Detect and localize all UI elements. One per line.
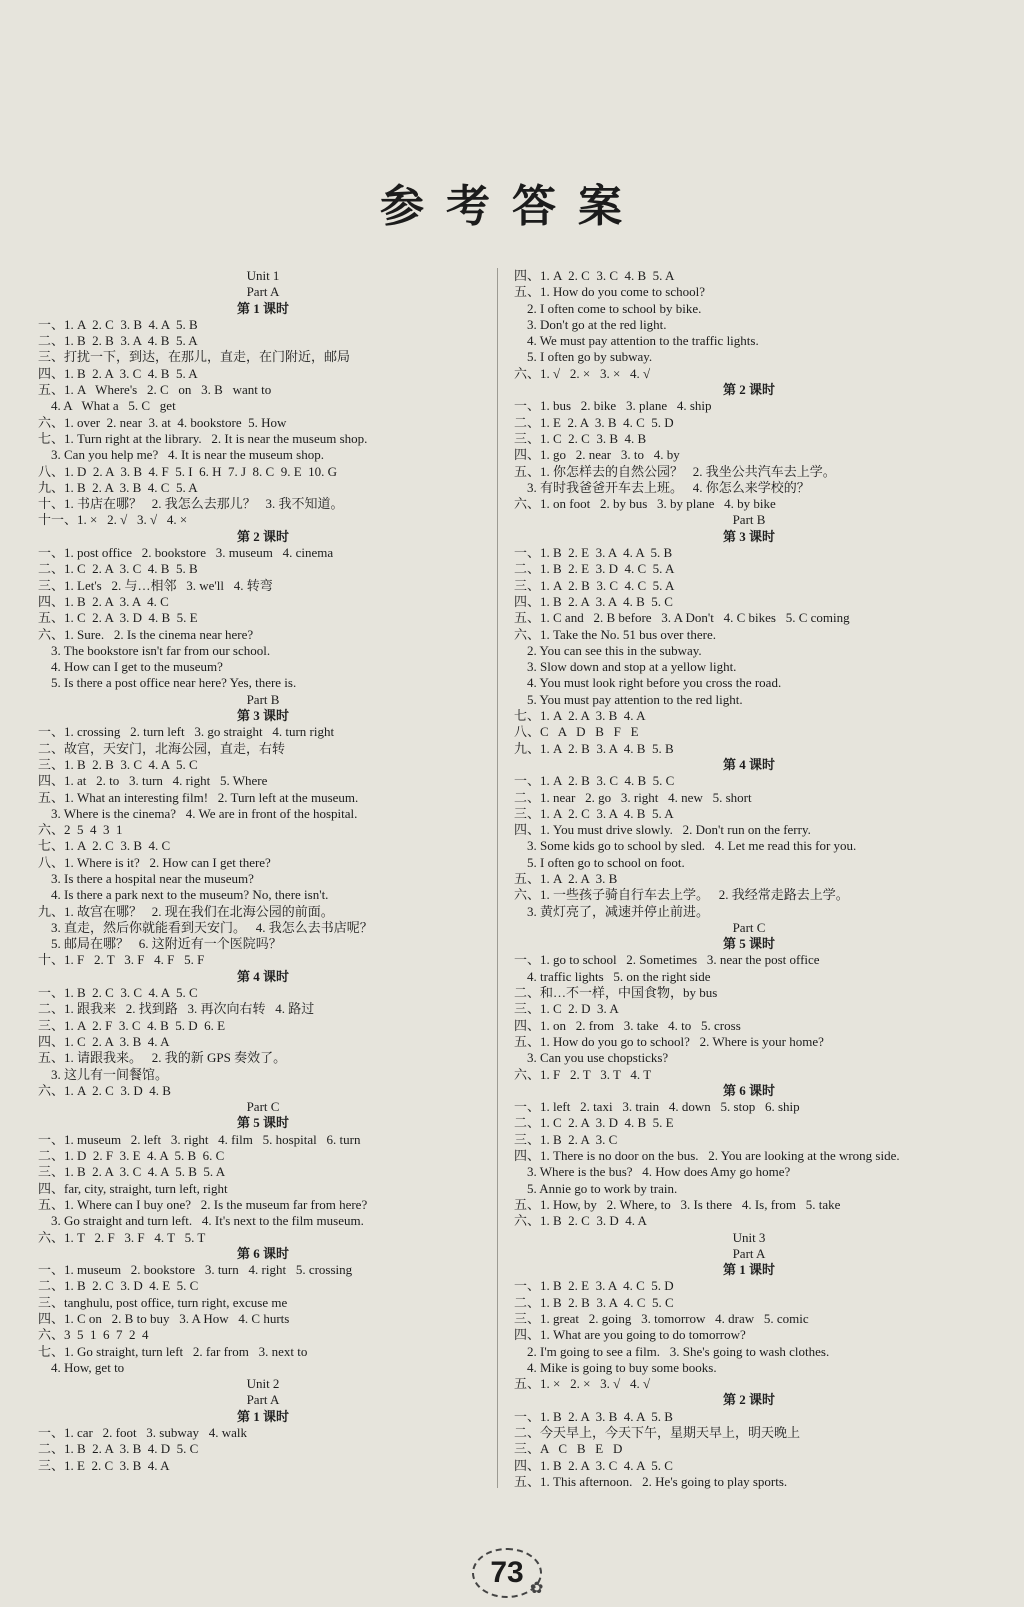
answer-line: 六、1. A 2. C 3. D 4. B bbox=[38, 1082, 171, 1098]
answer-line: 4. Is there a park next to the museum? No, there isn't. bbox=[38, 887, 329, 903]
section-heading: Part A bbox=[246, 1392, 280, 1408]
page-number: 73 bbox=[472, 1548, 542, 1598]
answer-line: 二、故宫，天安门，北海公园，直走，右转 bbox=[38, 740, 286, 756]
section-heading: Part A bbox=[732, 1245, 766, 1261]
answer-line: 九、1. 故宫在哪？ 2. 现在我们在北海公园的前面。 bbox=[38, 903, 334, 919]
answer-line: 3. Is there a hospital near the museum? bbox=[38, 870, 254, 886]
answer-line: 六、1. Take the No. 51 bus over there. bbox=[514, 626, 716, 642]
answer-line: 五、1. C and 2. B before 3. A Don't 4. C bikes 5. C coming bbox=[514, 610, 850, 626]
answer-line: 4. A What a 5. C get bbox=[38, 398, 176, 414]
section-heading: Part B bbox=[246, 691, 280, 707]
section-heading: 第 6 课时 bbox=[722, 1082, 775, 1098]
answer-line: 3. 这儿有一间餐馆。 bbox=[38, 1066, 169, 1082]
section-heading: 第 1 课时 bbox=[236, 1408, 289, 1424]
answer-line: 二、1. C 2. A 3. D 4. B 5. E bbox=[514, 1115, 674, 1131]
answer-line: 一、1. A 2. B 3. C 4. B 5. C bbox=[514, 773, 675, 789]
answer-line: 3. Some kids go to school by sled. 4. Let me read this for you. bbox=[514, 838, 857, 854]
answer-line: 五、1. A 2. A 3. B bbox=[514, 870, 618, 886]
answer-line: 一、1. crossing 2. turn left 3. go straight 4. turn right bbox=[38, 724, 335, 740]
section-heading: 第 3 课时 bbox=[722, 528, 775, 544]
answer-line: 六、1. √ 2. × 3. × 4. √ bbox=[514, 365, 651, 381]
answer-line: 四、1. B 2. A 3. A 4. B 5. C bbox=[514, 593, 673, 609]
section-heading: Part C bbox=[732, 919, 766, 935]
answer-line: 二、1. B 2. A 3. B 4. D 5. C bbox=[38, 1441, 199, 1457]
answer-line: 2. I often come to school by bike. bbox=[514, 300, 702, 316]
answer-line: 一、1. B 2. A 3. B 4. A 5. B bbox=[514, 1408, 673, 1424]
answer-line: 4. How can I get to the museum? bbox=[38, 659, 223, 675]
answer-line: 六、3 5 1 6 7 2 4 bbox=[38, 1327, 149, 1343]
answer-line: 五、1. What an interesting film! 2. Turn left at the museum. bbox=[38, 789, 359, 805]
answer-line: 5. I often go by subway. bbox=[514, 349, 653, 365]
answer-line: 4. traffic lights 5. on the right side bbox=[514, 968, 711, 984]
section-heading: Part C bbox=[246, 1099, 280, 1115]
answer-line: 五、1. 请跟我来。 2. 我的新 GPS 奏效了。 bbox=[38, 1050, 287, 1066]
section-heading: Part A bbox=[246, 284, 280, 300]
column-divider bbox=[497, 268, 498, 1488]
answer-line: 二、1. near 2. go 3. right 4. new 5. short bbox=[514, 789, 752, 805]
answer-line: 六、1. B 2. C 3. D 4. A bbox=[514, 1213, 647, 1229]
answer-line: 一、1. B 2. E 3. A 4. A 5. B bbox=[514, 545, 673, 561]
answer-line: 六、1. Sure. 2. Is the cinema near here? bbox=[38, 626, 254, 642]
answer-line: 八、1. Where is it? 2. How can I get there? bbox=[38, 854, 271, 870]
answer-line: 四、1. B 2. A 3. C 4. B 5. A bbox=[38, 365, 198, 381]
answer-line: 一、1. A 2. C 3. B 4. A 5. B bbox=[38, 316, 198, 332]
answer-line: 二、1. D 2. F 3. E 4. A 5. B 6. C bbox=[38, 1148, 225, 1164]
answer-line: 九、1. A 2. B 3. A 4. B 5. B bbox=[514, 740, 674, 756]
answer-line: 三、tanghulu, post office, turn right, excuse me bbox=[38, 1294, 288, 1310]
answer-line: 五、1. 你怎样去的自然公园？ 2. 我坐公共汽车去上学。 bbox=[514, 463, 836, 479]
section-heading: 第 1 课时 bbox=[236, 300, 289, 316]
answer-line: 3. 有时我爸爸开车去上班。 4. 你怎么来学校的？ bbox=[514, 479, 810, 495]
answer-line: 三、1. great 2. going 3. tomorrow 4. draw 5. comic bbox=[514, 1311, 809, 1326]
answer-line: 3. The bookstore isn't far from our school. bbox=[38, 642, 271, 658]
answer-line: 七、1. A 2. A 3. B 4. A bbox=[514, 708, 646, 724]
answer-line: 3. 黄灯亮了，减速并停止前进。 bbox=[514, 903, 710, 919]
answer-line: 二、1. 跟我来 2. 找到路 3. 再次向右转 4. 路过 bbox=[38, 1001, 315, 1017]
answer-column-left bbox=[38, 268, 488, 1474]
answer-line: 3. Where is the bus? 4. How does Amy go home? bbox=[514, 1164, 791, 1180]
answer-line: 二、1. E 2. A 3. B 4. C 5. D bbox=[514, 414, 674, 430]
answer-line: 八、1. D 2. A 3. B 4. F 5. I 6. H 7. J 8. C 9. E 10. G bbox=[38, 463, 338, 479]
section-heading: Unit 2 bbox=[246, 1376, 280, 1392]
answer-line: 一、1. car 2. foot 3. subway 4. walk bbox=[38, 1425, 248, 1441]
answer-line: 五、1. How, by 2. Where, to 3. Is there 4. Is, from 5. take bbox=[514, 1196, 841, 1212]
answer-line: 六、1. on foot 2. by bus 3. by plane 4. by bike bbox=[514, 496, 776, 512]
answer-line: 四、1. on 2. from 3. take 4. to 5. cross bbox=[514, 1017, 741, 1033]
answer-column-right bbox=[514, 268, 984, 1490]
section-heading: 第 1 课时 bbox=[722, 1262, 775, 1278]
answer-line: 3. Slow down and stop at a yellow light. bbox=[514, 659, 737, 675]
section-heading: 第 4 课时 bbox=[722, 756, 775, 772]
answer-line: 4. We must pay attention to the traffic lights. bbox=[514, 333, 759, 349]
answer-line: 五、1. A Where's 2. C on 3. B want to bbox=[38, 382, 272, 398]
answer-line: 五、1. How do you go to school? 2. Where is your home? bbox=[514, 1033, 824, 1049]
answer-line: 三、1. A 2. C 3. A 4. B 5. A bbox=[514, 805, 674, 821]
answer-line: 三、1. Let's 2. 与…相邻 3. we'll 4. 转弯 bbox=[38, 577, 273, 593]
answer-line: 一、1. go to school 2. Sometimes 3. near the post office bbox=[514, 952, 820, 968]
answer-line: 五、1. How do you come to school? bbox=[514, 284, 706, 300]
section-heading: 第 2 课时 bbox=[236, 528, 289, 544]
answer-line: 八、C A D B F E bbox=[514, 724, 639, 740]
answer-line: 七、1. Turn right at the library. 2. It is near the museum shop. bbox=[38, 430, 368, 446]
answer-line: 4. Mike is going to buy some books. bbox=[514, 1359, 717, 1375]
answer-line: 六、2 5 4 3 1 bbox=[38, 822, 123, 838]
answer-line: 三、打扰一下，到达，在那儿，直走，在门附近，邮局 bbox=[38, 349, 351, 365]
section-heading: 第 2 课时 bbox=[722, 382, 775, 398]
answer-line: 四、1. B 2. A 3. A 4. C bbox=[38, 593, 169, 609]
answer-line: 三、1. E 2. C 3. B 4. A bbox=[38, 1457, 170, 1473]
answer-line: 二、和…不一样，中国食物，by bus bbox=[514, 985, 718, 1001]
answer-line: 一、1. bus 2. bike 3. plane 4. ship bbox=[514, 398, 712, 414]
answer-line: 三、1. C 2. C 3. B 4. B bbox=[514, 430, 647, 446]
answer-line: 二、1. B 2. E 3. D 4. C 5. A bbox=[514, 561, 675, 577]
answer-line: 三、1. A 2. F 3. C 4. B 5. D 6. E bbox=[38, 1017, 226, 1033]
answer-line: 2. You can see this in the subway. bbox=[514, 642, 702, 658]
answer-line: 一、1. B 2. E 3. A 4. C 5. D bbox=[514, 1278, 674, 1294]
answer-line: 四、1. What are you going to do tomorrow? bbox=[514, 1327, 746, 1343]
answer-line: 四、1. at 2. to 3. turn 4. right 5. Where bbox=[38, 773, 268, 789]
answer-line: 5. 邮局在哪？ 6. 这附近有一个医院吗？ bbox=[38, 936, 282, 952]
answer-line: 六、1. 一些孩子骑自行车去上学。 2. 我经常走路去上学。 bbox=[514, 887, 849, 903]
answer-line: 六、1. over 2. near 3. at 4. bookstore 5. How bbox=[38, 414, 287, 430]
answer-line: 3. Can you help me? 4. It is near the museum shop. bbox=[38, 447, 324, 463]
answer-line: 四、1. You must drive slowly. 2. Don't run on the ferry. bbox=[514, 822, 811, 838]
answer-line: 三、1. B 2. B 3. C 4. A 5. C bbox=[38, 756, 198, 772]
answer-line: 5. You must pay attention to the red light. bbox=[514, 691, 743, 707]
answer-line: 3. Can you use chopsticks? bbox=[514, 1050, 669, 1066]
answer-line: 四、1. C 2. A 3. B 4. A bbox=[38, 1033, 170, 1049]
answer-line: 3. Don't go at the red light. bbox=[514, 316, 667, 332]
answer-line: 四、1. There is no door on the bus. 2. You are looking at the wrong side. bbox=[514, 1148, 900, 1164]
answer-line: 一、1. left 2. taxi 3. train 4. down 5. stop 6. ship bbox=[514, 1099, 800, 1115]
answer-line: 四、1. A 2. C 3. C 4. B 5. A bbox=[514, 268, 675, 283]
answer-line: 5. Annie go to work by train. bbox=[514, 1180, 678, 1196]
section-heading: 第 5 课时 bbox=[236, 1115, 289, 1131]
answer-line: 三、A C B E D bbox=[514, 1441, 623, 1457]
answer-line: 三、1. B 2. A 3. C 4. A 5. B 5. A bbox=[38, 1164, 226, 1180]
answer-line: 十、1. 书店在哪？ 2. 我怎么去那儿？ 3. 我不知道。 bbox=[38, 496, 344, 512]
answer-line: 九、1. B 2. A 3. B 4. C 5. A bbox=[38, 479, 198, 495]
section-heading: Unit 1 bbox=[246, 268, 280, 283]
answer-line: 五、1. Where can I buy one? 2. Is the museum far from here? bbox=[38, 1196, 368, 1212]
answer-line: 五、1. × 2. × 3. √ 4. √ bbox=[514, 1376, 651, 1392]
section-heading: 第 5 课时 bbox=[722, 936, 775, 952]
answer-line: 七、1. Go straight, turn left 2. far from 3. next to bbox=[38, 1343, 308, 1359]
answer-line: 3. 直走，然后你就能看到天安门。 4. 我怎么去书店呢？ bbox=[38, 919, 373, 935]
answer-line: 二、1. B 2. B 3. A 4. C 5. C bbox=[514, 1294, 674, 1310]
answer-line: 4. How, get to bbox=[38, 1359, 125, 1375]
answer-line: 四、1. B 2. A 3. C 4. A 5. C bbox=[514, 1457, 673, 1473]
section-heading: 第 2 课时 bbox=[722, 1392, 775, 1408]
answer-line: 六、1. T 2. F 3. F 4. T 5. T bbox=[38, 1229, 206, 1245]
answer-line: 2. I'm going to see a film. 3. She's going to wash clothes. bbox=[514, 1343, 830, 1359]
answer-line: 三、1. C 2. D 3. A bbox=[514, 1001, 619, 1017]
section-heading: 第 3 课时 bbox=[236, 708, 289, 724]
answer-line: 三、1. A 2. B 3. C 4. C 5. A bbox=[514, 577, 675, 593]
answer-line: 十、1. F 2. T 3. F 4. F 5. F bbox=[38, 952, 205, 968]
answer-line: 五、1. This afternoon. 2. He's going to play sports. bbox=[514, 1473, 788, 1489]
section-heading: 第 4 课时 bbox=[236, 968, 289, 984]
answer-line: 一、1. museum 2. left 3. right 4. film 5. hospital 6. turn bbox=[38, 1131, 361, 1147]
answer-line: 二、今天早上，今天下午，星期天早上，明天晚上 bbox=[514, 1425, 801, 1441]
answer-line: 七、1. A 2. C 3. B 4. C bbox=[38, 838, 171, 854]
answer-line: 二、1. C 2. A 3. C 4. B 5. B bbox=[38, 561, 198, 577]
answer-line: 四、1. C on 2. B to buy 3. A How 4. C hurts bbox=[38, 1311, 290, 1326]
answer-line: 一、1. post office 2. bookstore 3. museum 4. cinema bbox=[38, 545, 334, 561]
answer-line: 四、far, city, straight, turn left, right bbox=[38, 1180, 228, 1196]
section-heading: Unit 3 bbox=[732, 1229, 766, 1245]
answer-line: 一、1. B 2. C 3. C 4. A 5. C bbox=[38, 985, 198, 1001]
answer-line: 六、1. F 2. T 3. T 4. T bbox=[514, 1066, 652, 1082]
answer-line: 四、1. go 2. near 3. to 4. by bbox=[514, 447, 680, 463]
answer-line: 4. You must look right before you cross the road. bbox=[514, 675, 782, 691]
answer-line: 3. Go straight and turn left. 4. It's next to the film museum. bbox=[38, 1213, 364, 1229]
section-heading: Part B bbox=[732, 512, 766, 528]
answer-line: 二、1. B 2. B 3. A 4. B 5. A bbox=[38, 333, 198, 349]
answer-line: 二、1. B 2. C 3. D 4. E 5. C bbox=[38, 1278, 199, 1294]
answer-line: 三、1. B 2. A 3. C bbox=[514, 1131, 618, 1147]
answer-line: 一、1. museum 2. bookstore 3. turn 4. right 5. crossing bbox=[38, 1262, 353, 1278]
answer-line: 五、1. C 2. A 3. D 4. B 5. E bbox=[38, 610, 198, 626]
section-heading: 第 6 课时 bbox=[236, 1245, 289, 1261]
answer-line: 3. Where is the cinema? 4. We are in front of the hospital. bbox=[38, 805, 358, 821]
flower-icon: ✿ bbox=[530, 1580, 544, 1597]
answer-line: 十一、1. × 2. √ 3. √ 4. × bbox=[38, 512, 188, 528]
page-title: 参考答案 bbox=[380, 181, 644, 232]
answer-line: 5. I often go to school on foot. bbox=[514, 854, 685, 870]
answer-line: 5. Is there a post office near here? Yes, there is. bbox=[38, 675, 297, 691]
